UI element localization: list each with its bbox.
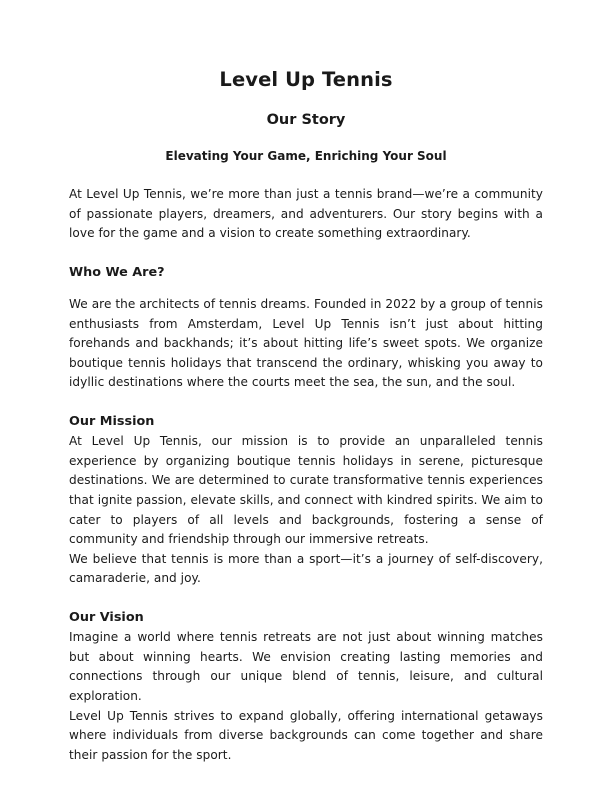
document-subtitle: Our Story: [266, 112, 346, 129]
section-paragraph-our-vision-2: Level Up Tennis strives to expand globally, offering international getaways where individuals from diverse backgrounds can come together and share their passion for the sport.: [69, 708, 543, 762]
section-paragraph-our-vision-1: Imagine a world where tennis retreats are not just about winning matches but about winning hearts. We envision creating lasting memories and connections through our unique blend of tennis, leisure, and cultural exploration.: [69, 630, 543, 703]
section-paragraph-our-mission-1: At Level Up Tennis, our mission is to provide an unparalleled tennis experience by organizing boutique tennis holidays in serene, picturesque destinations. We are determined to curate transformative tennis experiences that ignite passion, elevate skills, and connect with kindred spirits. We aim to cater to players of all levels and backgrounds, fostering a sense of community and friendship through our immersive retreats.: [69, 434, 543, 547]
section-heading-our-mission: Our Mission: [69, 414, 155, 430]
section-heading-our-vision: Our Vision: [69, 609, 144, 625]
section-heading-who-we-are: Who We Are?: [69, 264, 165, 280]
section-paragraph-our-mission-2: We believe that tennis is more than a sport—it’s a journey of self-discovery, camaraderie, and joy.: [69, 551, 543, 586]
section-paragraph-who-we-are-1: We are the architects of tennis dreams. Founded in 2022 by a group of tennis enthusiasts from Amsterdam, Level Up Tennis isn’t just about hitting forehands and backhands; it’s about hitting life’s sweet spots. We organize boutique tennis holidays that transcend the ordinary, whisking you away to idyllic destinations where the courts meet the sea, the sun, and the soul.: [69, 297, 543, 390]
page-title: Level Up Tennis: [219, 68, 393, 91]
intro-paragraph: At Level Up Tennis, we’re more than just a tennis brand—we’re a community of passionate players, dreamers, and adventurers. Our story begins with a love for the game and a vision to create something extraordinary.: [69, 187, 543, 241]
document-tagline: Elevating Your Game, Enriching Your Soul: [165, 148, 447, 163]
